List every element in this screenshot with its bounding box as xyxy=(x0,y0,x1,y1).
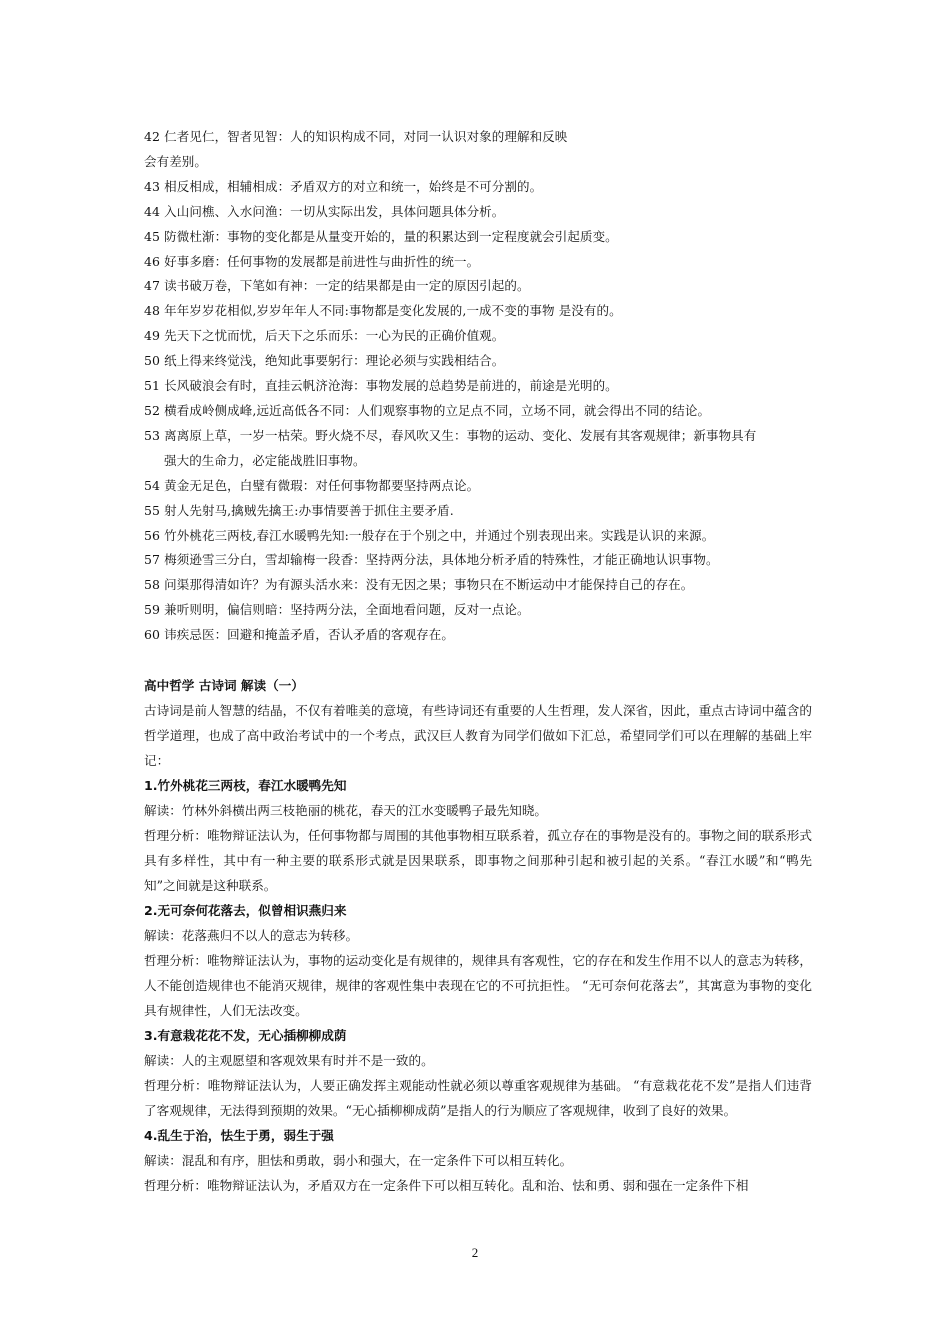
list-item xyxy=(144,374,814,399)
list-item-line: 49 先天下之忧而忧，后天下之乐而乐：一心为民的正确价值观。 xyxy=(144,328,505,344)
list-item xyxy=(144,175,814,200)
list-item-line: 58 问渠那得清如许？为有源头活水来：没有无因之果；事物只在不断运动中才能保持自己的存在。 xyxy=(144,577,694,593)
article xyxy=(144,673,812,1198)
list-item xyxy=(144,399,814,424)
section-interpretation: 解读：人的主观愿望和客观效果有时并不是一致的。 xyxy=(144,1053,434,1068)
list-item xyxy=(144,200,814,225)
list-item xyxy=(144,299,814,324)
list-item-line: 53 离离原上草，一岁一枯荣。野火烧不尽，春风吹又生：事物的运动、变化、发展有其客观规律；新事物具有 xyxy=(144,427,757,443)
page-number: 2 xyxy=(471,1245,479,1260)
list-item xyxy=(144,349,814,374)
list-item xyxy=(144,424,814,474)
list-item xyxy=(144,250,814,275)
list-item xyxy=(144,324,814,349)
list-item xyxy=(144,598,814,623)
section-analysis: 哲理分析：唯物辩证法认为，矛盾双方在一定条件下可以相互转化。乱和治、怯和勇、弱和强在一定条件下相 xyxy=(144,1178,749,1193)
list-item-line: 42 仁者见仁，智者见智：人的知识构成不同，对同一认识对象的理解和反映 xyxy=(144,129,568,144)
list-item-line: 45 防微杜渐：事物的变化都是从量变开始的，量的积累达到一定程度就会引起质变。 xyxy=(144,228,618,244)
list-item-line: 56 竹外桃花三两枝,春江水暖鸭先知:一般存在于个别之中，并通过个别表现出来。实践是认识的来源。 xyxy=(144,527,715,543)
list-item-line: 57 梅须逊雪三分白，雪却输梅一段香：坚持两分法，具体地分析矛盾的特殊性，才能正确地认识事物。 xyxy=(144,552,719,568)
section-heading: 2.无可奈何花落去，似曾相识燕归来 xyxy=(144,903,347,918)
article-intro: 古诗词是前人智慧的结晶，不仅有着唯美的意境，有些诗词还有重要的人生哲理，发人深省，因此，重点古诗词中蕴含的哲学道理，也成了高中政治考试中的一个考点，武汉巨人教育为同学们做如下汇总，希望同学们可以在理解的基础上牢记： xyxy=(144,703,812,768)
list-item-line: 46 好事多磨：任何事物的发展都是前进性与曲折性的统一。 xyxy=(144,253,480,269)
article-title: 高中哲学 古诗词 解读（一） xyxy=(144,678,304,693)
list-item xyxy=(144,524,814,549)
list-item xyxy=(144,573,814,598)
list-item-line: 强大的生命力，必定能战胜旧事物。 xyxy=(164,452,366,468)
list-item-line: 54 黄金无足色，白璧有微瑕：对任何事物都要坚持两点论。 xyxy=(144,477,480,493)
list-item-line: 60 讳疾忌医：回避和掩盖矛盾，否认矛盾的客观存在。 xyxy=(144,627,454,643)
list-item-line: 48 年年岁岁花相似,岁岁年年人不同:事物都是变化发展的,一成不变的事物 是没有的。 xyxy=(144,303,622,319)
section-heading: 4.乱生于治，怯生于勇，弱生于强 xyxy=(144,1128,334,1143)
list-item xyxy=(144,225,814,250)
list-item xyxy=(144,474,814,499)
list-item xyxy=(144,548,814,573)
section-analysis: 哲理分析：唯物辩证法认为，人要正确发挥主观能动性就必须以尊重客观规律为基础。 “有意栽花花不发”是指人们违背了客观规律，无法得到预期的效果。“无心插柳柳成荫”是指人的行为顺应了客观规律，收到了良好的效果。 xyxy=(144,1078,812,1118)
list-item-line: 52 横看成岭侧成峰,远近高低各不同：人们观察事物的立足点不同，立场不同，就会得出不同的结论。 xyxy=(144,402,711,418)
section-interpretation: 解读：花落燕归不以人的意志为转移。 xyxy=(144,928,359,943)
list-item-line: 50 纸上得来终觉浅，绝知此事要躬行：理论必须与实践相结合。 xyxy=(144,353,505,369)
section-interpretation: 解读：混乱和有序，胆怯和勇敢，弱小和强大，在一定条件下可以相互转化。 xyxy=(144,1153,573,1168)
section-analysis: 哲理分析：唯物辩证法认为，事物的运动变化是有规律的，规律具有客观性，它的存在和发生作用不以人的意志为转移，人不能创造规律也不能消灭规律，规律的客观性集中表现在它的不可抗拒性。 “无可奈何花落去”，其寓意为事物的变化具有规律性，人们无法改变。 xyxy=(144,953,812,1018)
section-heading: 3.有意栽花花不发，无心插柳柳成荫 xyxy=(144,1028,347,1043)
list-item-line: 55 射人先射马,擒贼先擒王:办事情要善于抓住主要矛盾. xyxy=(144,502,454,518)
list-item-line: 会有差别。 xyxy=(144,153,208,169)
section-heading: 1.竹外桃花三两枝，春江水暖鸭先知 xyxy=(144,778,347,793)
section-analysis: 哲理分析：唯物辩证法认为，任何事物都与周围的其他事物相互联系着，孤立存在的事物是没有的。事物之间的联系形式具有多样性，其中有一种主要的联系形式就是因果联系，即事物之间那种引起和被引起的关系。“春江水暖”和“鸭先知”之间就是这种联系。 xyxy=(144,828,812,893)
list-item-line: 51 长风破浪会有时，直挂云帆济沧海：事物发展的总趋势是前进的，前途是光明的。 xyxy=(144,378,618,394)
list-item-line: 43 相反相成，相辅相成：矛盾双方的对立和统一，始终是不可分割的。 xyxy=(144,178,543,194)
list-item xyxy=(144,274,814,299)
list-item xyxy=(144,125,814,175)
list-item xyxy=(144,499,814,524)
list-item-line: 59 兼听则明，偏信则暗：坚持两分法，全面地看问题，反对一点论。 xyxy=(144,602,530,618)
proverb-list xyxy=(144,125,814,648)
section-interpretation: 解读：竹林外斜横出两三枝艳丽的桃花，春天的江水变暖鸭子最先知晓。 xyxy=(144,803,547,818)
list-item-line: 44 入山问樵、入水问渔：一切从实际出发，具体问题具体分析。 xyxy=(144,203,505,219)
list-item-line: 47 读书破万卷，下笔如有神：一定的结果都是由一定的原因引起的。 xyxy=(144,278,530,294)
list-item xyxy=(144,623,814,648)
